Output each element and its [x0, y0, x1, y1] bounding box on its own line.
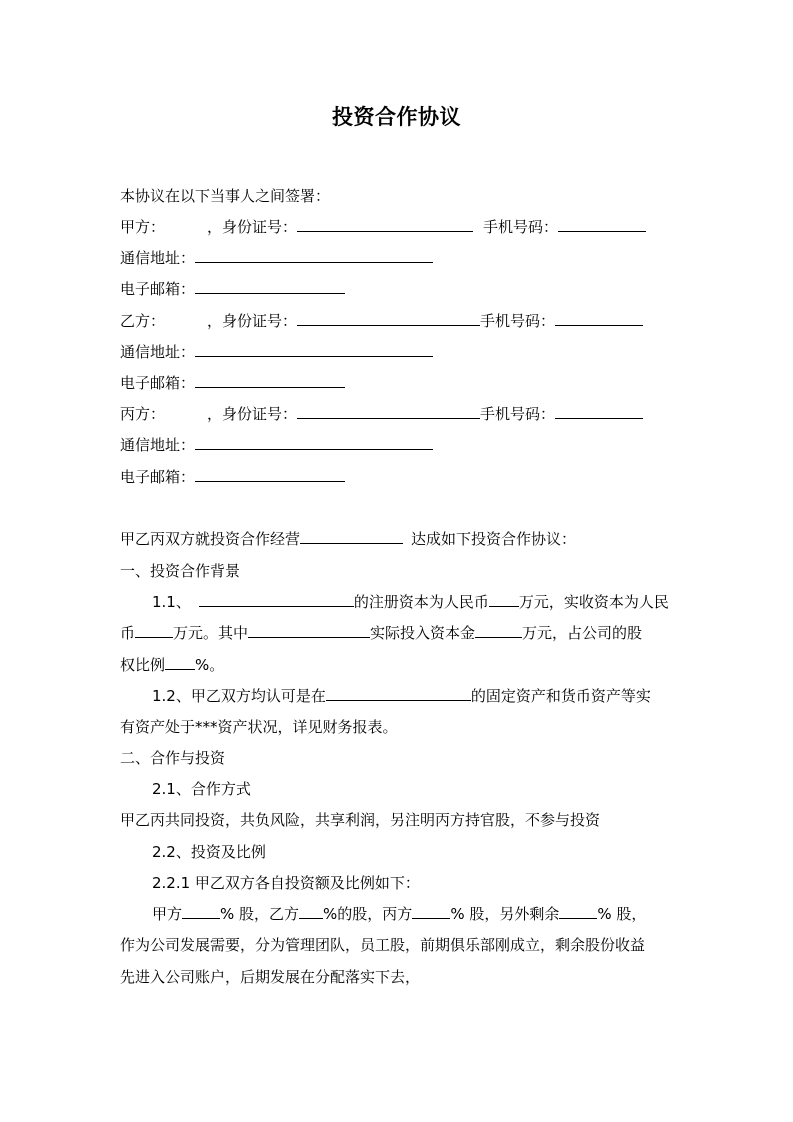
party-c-row	[120, 404, 643, 424]
party-b-phone-field[interactable]	[555, 311, 643, 326]
party-b-share-field[interactable]	[299, 904, 323, 919]
party-b-address-label: 通信地址：	[120, 343, 196, 361]
remaining-share-field[interactable]	[559, 904, 597, 919]
party-c-email-row	[120, 467, 345, 487]
party-c-address-row	[120, 435, 433, 455]
party-c-address-field[interactable]	[195, 435, 433, 450]
party-b-email-field[interactable]	[195, 373, 345, 388]
section-1-heading: 一、投资合作背景	[120, 562, 241, 580]
party-a-email-field[interactable]	[195, 279, 345, 294]
clause-1-1-text-a: 的注册资本为人民币	[353, 593, 489, 611]
section-2-heading: 二、合作与投资	[120, 749, 226, 767]
company-name-field[interactable]	[199, 592, 354, 607]
party-b-address-field[interactable]	[195, 342, 433, 357]
clause-1-1-text-e: 实际投入资本金	[370, 624, 476, 642]
party-a-address-field[interactable]	[195, 248, 433, 263]
clause-1-1-text-b: 万元，实收资本为人民	[518, 593, 669, 611]
party-b-id-field[interactable]	[297, 311, 480, 326]
ratio-text-b: % 股，乙方	[220, 905, 300, 923]
clause-1-2-line-1	[152, 686, 651, 706]
party-b-address-row	[120, 342, 433, 362]
party-a-address-row	[120, 248, 433, 268]
ratio-text-c: %的股，丙方	[323, 905, 413, 923]
clause-1-1-number: 1.1、	[152, 593, 191, 611]
invested-capital-field[interactable]	[475, 623, 522, 638]
intro-text: 本协议在以下当事人之间签署：	[120, 187, 331, 205]
page-title: 投资合作协议	[332, 105, 461, 129]
ratio-text-e: % 股，	[597, 905, 647, 923]
investor-field[interactable]	[248, 623, 370, 638]
party-c-address-label: 通信地址：	[120, 436, 196, 454]
party-a-row	[120, 217, 646, 237]
party-a-phone-label: 手机号码：	[483, 218, 559, 236]
party-b-email-row	[120, 373, 345, 393]
party-a-phone-field[interactable]	[558, 217, 646, 232]
clause-1-1-text-g: 权比例	[120, 656, 166, 674]
party-a-id-field[interactable]	[297, 217, 473, 232]
party-a-email-row	[120, 279, 345, 299]
party-c-share-field[interactable]	[412, 904, 450, 919]
ratio-text-a: 甲方	[152, 905, 183, 923]
clause-1-1-text-f: 万元，占公司的股	[522, 624, 643, 642]
asset-company-field[interactable]	[326, 686, 471, 701]
clause-1-2-text-a: 1.2、甲乙双方均认可是在	[152, 687, 326, 705]
party-b-id-label: ，身份证号：	[207, 312, 298, 330]
party-b-phone-label: 手机号码：	[480, 312, 556, 330]
ratio-line-3: 先进入公司账户，后期发展在分配落实下去，	[120, 968, 421, 986]
party-a-share-field[interactable]	[182, 904, 220, 919]
party-b-email-label: 电子邮箱：	[120, 374, 196, 392]
ratio-line-1	[152, 904, 646, 924]
party-c-email-label: 电子邮箱：	[120, 468, 196, 486]
party-c-phone-label: 手机号码：	[480, 405, 556, 423]
preamble	[120, 529, 576, 549]
party-b-label: 乙方：	[120, 312, 166, 330]
party-a-id-label: ，身份证号：	[207, 218, 298, 236]
party-c-id-label: ，身份证号：	[207, 405, 298, 423]
party-a-label: 甲方：	[120, 218, 166, 236]
section-2-2-1-text: 2.2.1 甲乙双方各自投资额及比例如下：	[152, 874, 420, 892]
party-b-row	[120, 311, 643, 331]
party-c-id-field[interactable]	[297, 404, 480, 419]
preamble-text-a: 甲乙丙双方就投资合作经营	[120, 530, 301, 548]
equity-ratio-field[interactable]	[165, 655, 195, 670]
clause-1-1-line-1	[152, 592, 669, 612]
clause-1-1-text-d: 万元。其中	[173, 624, 249, 642]
party-a-email-label: 电子邮箱：	[120, 280, 196, 298]
clause-1-1-line-2	[120, 623, 642, 643]
ratio-line-2: 作为公司发展需要，分为管理团队，员工股，前期俱乐部刚成立，剩余股份收益	[120, 936, 646, 954]
clause-1-2-line-2: 有资产处于***资产状况，详见财务报表。	[120, 718, 398, 736]
clause-1-1-text-h: %。	[195, 656, 225, 674]
party-c-email-field[interactable]	[195, 467, 345, 482]
section-2-1-heading: 2.1、合作方式	[152, 780, 251, 798]
section-2-2-heading: 2.2、投资及比例	[152, 843, 266, 861]
party-a-address-label: 通信地址：	[120, 249, 196, 267]
clause-1-1-text-c: 币	[120, 624, 136, 642]
business-field[interactable]	[300, 529, 403, 544]
ratio-text-d: % 股，另外剩余	[450, 905, 560, 923]
party-c-phone-field[interactable]	[555, 404, 643, 419]
party-c-label: 丙方：	[120, 405, 166, 423]
registered-capital-field[interactable]	[489, 592, 519, 607]
clause-1-2-text-b: 的固定资产和货币资产等实	[470, 687, 651, 705]
preamble-text-b: 达成如下投资合作协议：	[411, 530, 577, 548]
clause-1-1-line-3	[120, 655, 224, 675]
section-2-1-text: 甲乙丙共同投资，共负风险，共享利润，另注明丙方持官股，不参与投资	[120, 811, 601, 829]
paid-capital-field[interactable]	[135, 623, 173, 638]
